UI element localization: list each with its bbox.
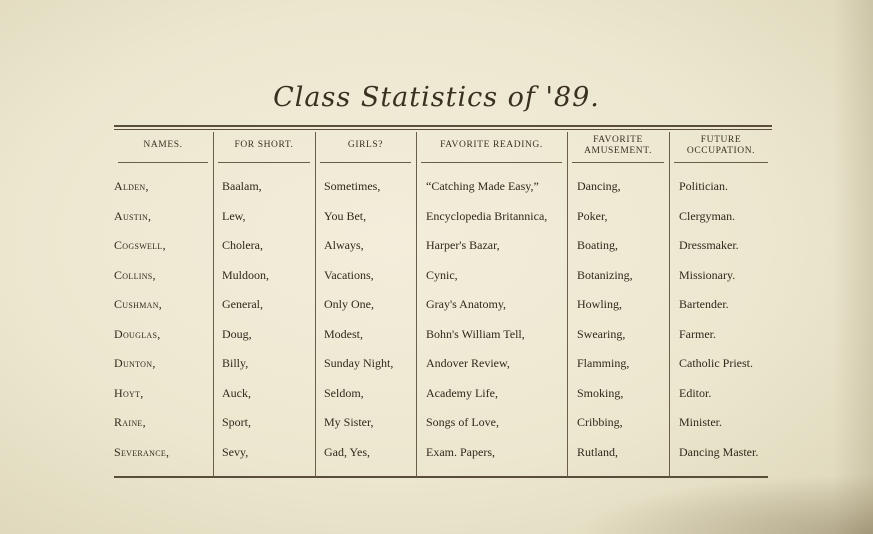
cell-future-occupation: Dancing Master.: [679, 445, 759, 459]
cell-for-short: Lew,: [222, 209, 246, 223]
cell-for-short: Muldoon,: [222, 268, 270, 282]
page-shadow-right: [833, 0, 873, 534]
cell-girls: Seldom,: [324, 386, 364, 400]
cell-girls: Gad, Yes,: [324, 445, 371, 459]
column-divider: [416, 132, 417, 477]
cell-favorite-reading: Andover Review,: [426, 356, 510, 370]
column-divider: [567, 132, 568, 477]
header-underline: [320, 162, 411, 163]
cell-future-occupation: Catholic Priest.: [679, 356, 753, 370]
cell-names: Severance,: [114, 445, 170, 459]
cell-girls: Sometimes,: [324, 179, 381, 193]
cell-names: Alden,: [114, 179, 149, 193]
cell-names: Hoyt,: [114, 386, 144, 400]
column-divider: [213, 132, 214, 477]
cell-favorite-reading: Exam. Papers,: [426, 445, 495, 459]
cell-future-occupation: Farmer.: [679, 327, 716, 341]
cell-favorite-amusement: Botanizing,: [577, 268, 633, 282]
cell-for-short: Baalam,: [222, 179, 262, 193]
header-future-occupation: FUTURE OCCUPATION.: [686, 135, 756, 156]
cell-girls: Only One,: [324, 297, 374, 311]
header-girls: GIRLS?: [347, 140, 384, 150]
cell-names: Cushman,: [114, 297, 163, 311]
cell-favorite-amusement: Howling,: [577, 297, 622, 311]
cell-favorite-amusement: Cribbing,: [577, 415, 623, 429]
header-favorite-reading: FAVORITE READING.: [440, 140, 543, 150]
cell-favorite-amusement: Smoking,: [577, 386, 624, 400]
header-underline: [421, 162, 562, 163]
cell-for-short: Sport,: [222, 415, 252, 429]
header-underline: [218, 162, 310, 163]
cell-for-short: Billy,: [222, 356, 249, 370]
cell-names: Austin,: [114, 209, 152, 223]
header-underline: [118, 162, 208, 163]
cell-favorite-reading: Cynic,: [426, 268, 458, 282]
cell-future-occupation: Minister.: [679, 415, 723, 429]
cell-favorite-amusement: Rutland,: [577, 445, 618, 459]
cell-favorite-reading: Encyclopedia Britannica,: [426, 209, 548, 223]
cell-favorite-reading: Songs of Love,: [426, 415, 499, 429]
cell-names: Douglas,: [114, 327, 161, 341]
header-for-short: FOR SHORT.: [234, 140, 294, 150]
cell-favorite-reading: “Catching Made Easy,”: [426, 179, 539, 193]
page-title: Class Statistics of '89.: [273, 82, 600, 113]
cell-future-occupation: Politician.: [679, 179, 728, 193]
cell-girls: You Bet,: [324, 209, 367, 223]
cell-favorite-reading: Academy Life,: [426, 386, 498, 400]
cell-names: Dunton,: [114, 356, 156, 370]
cell-names: Cogswell,: [114, 238, 166, 252]
cell-future-occupation: Missionary.: [679, 268, 736, 282]
cell-girls: Modest,: [324, 327, 363, 341]
column-divider: [669, 132, 670, 477]
cell-favorite-amusement: Swearing,: [577, 327, 626, 341]
cell-favorite-amusement: Poker,: [577, 209, 608, 223]
cell-girls: Always,: [324, 238, 364, 252]
cell-future-occupation: Dressmaker.: [679, 238, 739, 252]
header-underline: [674, 162, 768, 163]
header-underline: [572, 162, 664, 163]
column-divider: [315, 132, 316, 477]
top-rule-thin: [114, 129, 772, 130]
cell-favorite-amusement: Flamming,: [577, 356, 630, 370]
cell-girls: My Sister,: [324, 415, 374, 429]
cell-girls: Sunday Night,: [324, 356, 394, 370]
cell-names: Collins,: [114, 268, 156, 282]
cell-for-short: Auck,: [222, 386, 251, 400]
cell-future-occupation: Clergyman.: [679, 209, 736, 223]
cell-favorite-reading: Gray's Anatomy,: [426, 297, 507, 311]
cell-favorite-amusement: Dancing,: [577, 179, 621, 193]
header-favorite-amusement: FAVORITE AMUSEMENT.: [584, 135, 652, 156]
cell-future-occupation: Bartender.: [679, 297, 729, 311]
cell-for-short: General,: [222, 297, 263, 311]
cell-for-short: Cholera,: [222, 238, 263, 252]
cell-favorite-amusement: Boating,: [577, 238, 618, 252]
page-shadow-bottom: [573, 474, 873, 534]
cell-girls: Vacations,: [324, 268, 374, 282]
header-names: NAMES.: [143, 140, 183, 150]
top-rule: [114, 125, 772, 127]
cell-for-short: Sevy,: [222, 445, 249, 459]
cell-favorite-reading: Harper's Bazar,: [426, 238, 500, 252]
cell-for-short: Doug,: [222, 327, 252, 341]
cell-names: Raine,: [114, 415, 146, 429]
cell-future-occupation: Editor.: [679, 386, 712, 400]
cell-favorite-reading: Bohn's William Tell,: [426, 327, 525, 341]
